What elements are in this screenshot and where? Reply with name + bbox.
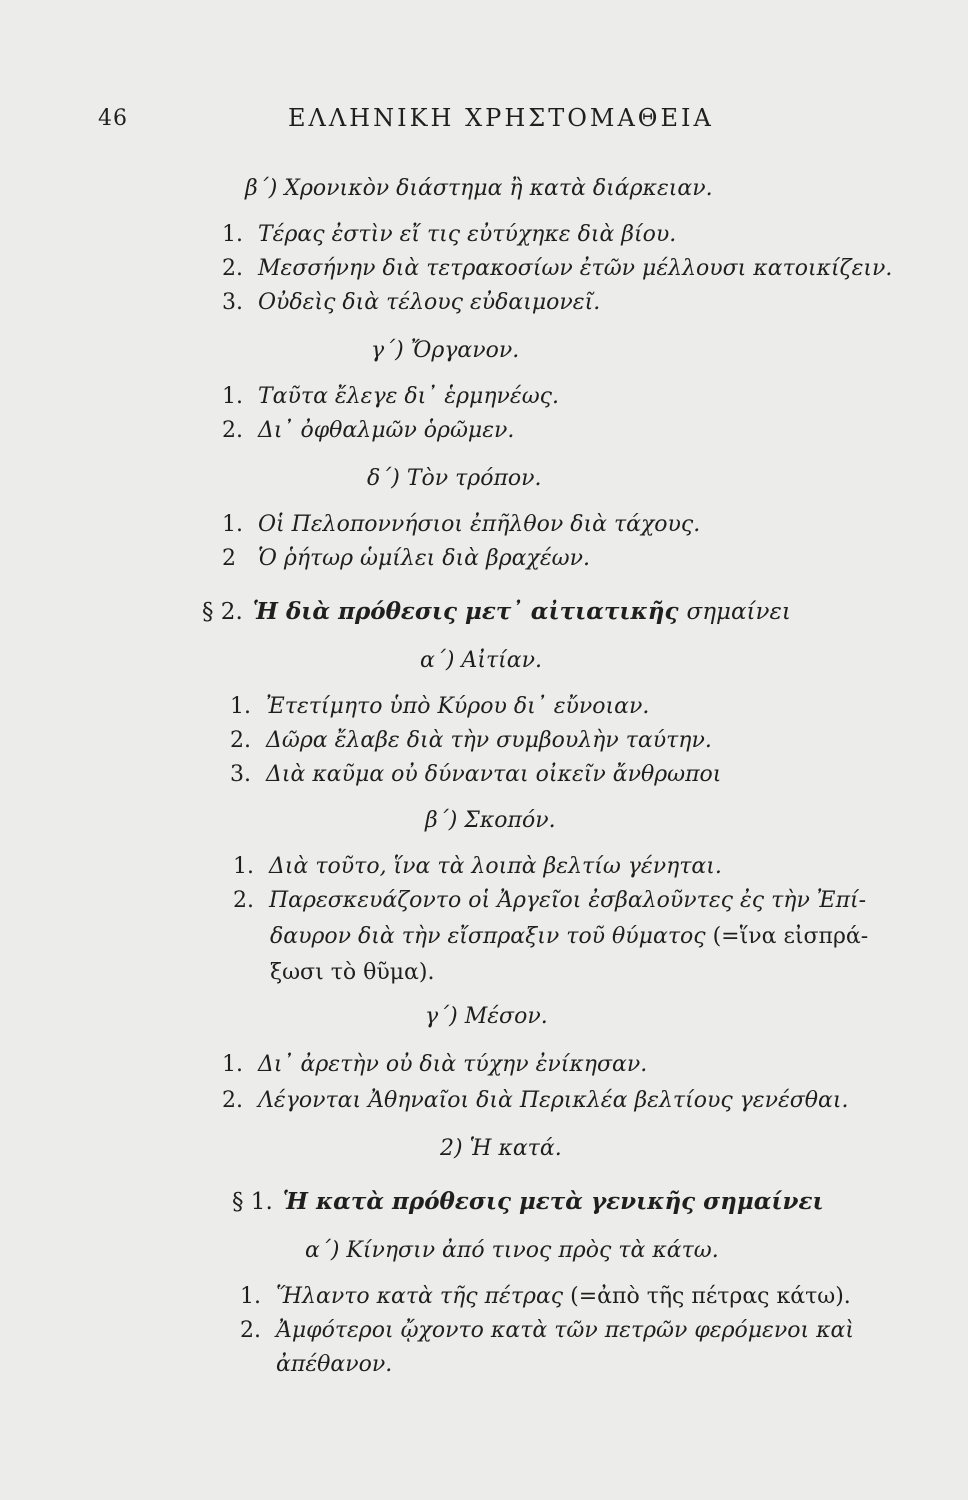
example-line: 1. Ταῦτα ἔλεγε δι᾽ ἑρμηνέως.	[222, 384, 559, 409]
example-line: 2 Ὁ ῥήτωρ ὡμίλει διὰ βραχέων.	[222, 546, 590, 571]
subheading-manner: δ΄) Τὸν τρόπον.	[367, 466, 542, 491]
example-line: 1. Ἐτετίμητο ὑπὸ Κύρου δι᾽ εὔνοιαν.	[230, 694, 650, 719]
example-line: 1. Ἥλαντο κατὰ τῆς πέτρας (=ἀπὸ τῆς πέτρας κάτω).	[240, 1284, 851, 1309]
subheading-purpose: β΄) Σκοπόν.	[425, 808, 556, 833]
example-line: 3. Διὰ καῦμα οὐ δύνανται οἰκεῖν ἄνθρωποι	[230, 762, 722, 787]
example-line: 1. Διὰ τοῦτο, ἵνα τὰ λοιπὰ βελτίω γένηται.	[233, 854, 722, 879]
example-line: 3. Οὐδεὶς διὰ τέλους εὐδαιμονεῖ.	[222, 290, 601, 315]
page-number: 46	[98, 106, 128, 131]
example-line: 2. Δῶρα ἔλαβε διὰ τὴν συμβουλὴν ταύτην.	[230, 728, 712, 753]
example-continuation: ἀπέθανον.	[276, 1352, 393, 1377]
example-continuation: ξωσι τὸ θῦμα).	[270, 960, 435, 985]
subheading-instrument: γ΄) Ὄργανον.	[371, 338, 520, 363]
example-line: 2. Παρεσκευάζοντο οἱ Ἀργεῖοι ἐσβαλοῦντες ἐς τὴν Ἐπί-	[233, 888, 867, 913]
example-line: 1. Δι᾽ ἀρετὴν οὐ διὰ τύχην ἐνίκησαν.	[222, 1052, 648, 1077]
subheading-motion: α΄) Κίνησιν ἀπό τινος πρὸς τὰ κάτω.	[305, 1238, 719, 1263]
example-line: 2. Ἀμφότεροι ᾤχοντο κατὰ τῶν πετρῶν φερόμενοι καὶ	[240, 1318, 855, 1343]
example-continuation: δαυρον διὰ τὴν εἴσπραξιν τοῦ θύματος (=ἵνα εἰσπρά-	[270, 924, 869, 949]
example-line: 2. Δι᾽ ὀφθαλμῶν ὁρῶμεν.	[222, 418, 515, 443]
subheading-kata: 2) Ἡ κατά.	[440, 1136, 562, 1161]
example-line: 2. Μεσσήνην διὰ τετρακοσίων ἐτῶν μέλλουσι κατοικίζειν.	[222, 256, 893, 281]
section-heading: § 2. Ἡ διὰ πρόθεσις μετ᾽ αἰτιατικῆς σημαίνει	[202, 598, 791, 625]
example-line: 1. Οἱ Πελοποννήσιοι ἐπῆλθον διὰ τάχους.	[222, 512, 701, 537]
running-title: ΕΛΛΗΝΙΚΗ ΧΡΗΣΤΟΜΑΘΕΙΑ	[288, 104, 714, 132]
subheading-cause: α΄) Αἰτίαν.	[420, 648, 542, 673]
subheading-means: γ΄) Μέσον.	[425, 1004, 548, 1029]
example-line: 2. Λέγονται Ἀθηναῖοι διὰ Περικλέα βελτίους γενέσθαι.	[222, 1088, 849, 1113]
section-heading: § 1. Ἡ κατὰ πρόθεσις μετὰ γενικῆς σημαίνει	[232, 1188, 824, 1215]
subheading-time-span: β΄) Χρονικὸν διάστημα ἢ κατὰ διάρκειαν.	[245, 176, 713, 201]
example-line: 1. Τέρας ἐστὶν εἴ τις εὐτύχηκε διὰ βίου.	[222, 222, 677, 247]
